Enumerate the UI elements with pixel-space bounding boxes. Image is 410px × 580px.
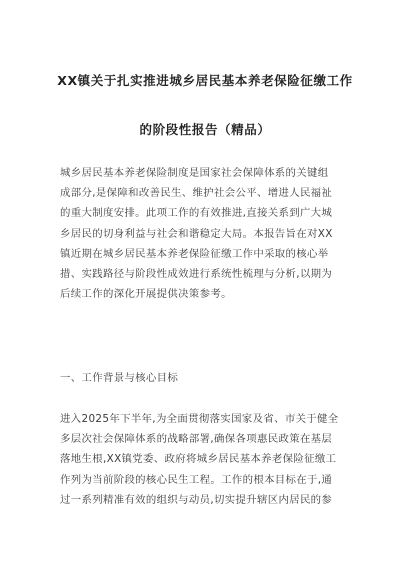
- paragraph-line: 的重大制度安排。此项工作的有效推进,直接关系到广大城: [60, 207, 333, 220]
- paragraph-line: 乡居民的切身利益与社会和谐稳定大局。本报告旨在对XX: [60, 227, 333, 240]
- paragraph-line: 镇近期在城乡居民基本养老保险征缴工作中采取的核心举: [60, 247, 329, 260]
- paragraph-line: 过一系列精准有效的组织与动员,切实提升辖区内居民的参: [60, 493, 333, 506]
- paragraph-line: 作列为当前阶段的核心民生工程。工作的根本目标在于,通: [60, 473, 333, 486]
- paragraph-line: 成部分,是保障和改善民生、维护社会公平、增进人民福祉: [60, 187, 333, 200]
- section-heading: 一、工作背景与核心目标: [60, 372, 179, 384]
- document-title-line-1: XX镇关于扎实推进城乡居民基本养老保险征缴工作: [57, 73, 353, 88]
- paragraph-line: 城乡居民基本养老保险制度是国家社会保障体系的关键组: [60, 167, 329, 179]
- paragraph-line: 多层次社会保障体系的战略部署,确保各项惠民政策在基层: [60, 433, 333, 446]
- paragraph-line: 后续工作的深化开展提供决策参考。: [60, 288, 232, 301]
- paragraph-line: 落地生根,XX镇党委、政府将城乡居民基本养老保险征缴工: [60, 453, 337, 466]
- document-title-line-2: 的阶段性报告（精品）: [139, 122, 271, 137]
- background-paragraph: [60, 409, 360, 510]
- paragraph-line: 进入2025年下半年,为全面贯彻落实国家及省、市关于健全: [60, 413, 339, 425]
- intro-paragraph: [60, 163, 360, 304]
- paragraph-line: 措、实践路径与阶段性成效进行系统性梳理与分析,以期为: [60, 268, 333, 281]
